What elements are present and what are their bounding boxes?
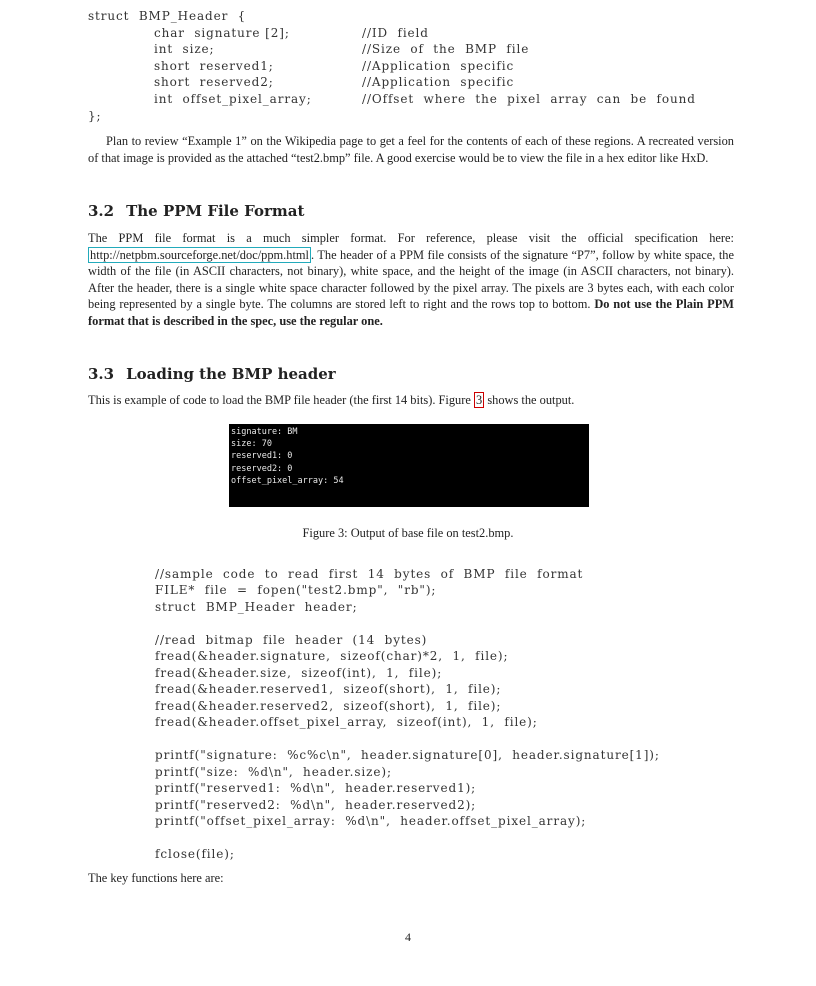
struct-open-line: struct BMP_Header {: [88, 9, 247, 23]
struct-field-decl: char signature [2];: [154, 26, 290, 40]
terminal-line: offset_pixel_array: 54: [231, 475, 344, 486]
code-line: //read bitmap file header (14 bytes): [155, 633, 428, 647]
code-line: fread(&header.offset_pixel_array, sizeof(int), 1, file);: [155, 715, 538, 729]
code-line: struct BMP_Header header;: [155, 600, 358, 614]
page-number: 4: [405, 930, 411, 944]
bmp-intro-text-cont: shows the output.: [487, 393, 575, 407]
ppm-spec-link[interactable]: http://netpbm.sourceforge.net/doc/ppm.html: [90, 247, 309, 262]
code-line: printf("offset_pixel_array: %d\n", header.offset_pixel_array);: [155, 814, 587, 828]
intro-paragraph: Plan to review “Example 1” on the Wikipedia page to get a feel for the contents of each of these regions. A recreated version of that image is provided as the attached “test2.bmp” file. A good exercise would be to view the file in a hex editor like HxD.: [88, 134, 734, 165]
terminal-line: signature: BM: [231, 427, 298, 437]
struct-field-comment: //Application specific: [362, 59, 515, 73]
struct-field-comment: //Application specific: [362, 75, 515, 89]
code-line: fread(&header.reserved1, sizeof(short), 1, file);: [155, 682, 502, 696]
code-line: printf("size: %d\n", header.size);: [155, 765, 392, 779]
figure-reference-link[interactable]: 3: [476, 393, 483, 407]
bmp-intro-paragraph: [88, 392, 734, 409]
code-line: fread(&header.reserved2, sizeof(short), 1, file);: [155, 699, 502, 713]
section-title: The PPM File Format: [126, 202, 305, 220]
code-line: fread(&header.size, sizeof(int), 1, file);: [155, 666, 443, 680]
struct-field-comment: //Size of the BMP file: [362, 42, 530, 56]
struct-field-decl: short reserved1;: [154, 59, 274, 73]
struct-close-line: };: [88, 109, 102, 123]
ppm-paragraph-text-cont: . The header of a PPM file consists of the signature “P7”, follow by white space, the width of the file (in ASCII characters, not binary), white space, and the height of the image (in ASCII characters, not binary). After the header, there is a single white space character followed by the pixel array. The pixels are 3 bytes each, with each color being represented by a single byte. The columns are stored left to right and the rows top to bottom.: [88, 247, 734, 311]
section-number: 3.2: [88, 202, 115, 220]
bmp-intro-text: This is example of code to load the BMP file header (the first 14 bits). Figure: [88, 393, 471, 407]
section-heading-bmp: [88, 365, 336, 383]
figure-caption: Figure 3: Output of base file on test2.bmp.: [302, 526, 514, 540]
terminal-line: reserved2: 0: [231, 463, 293, 474]
code-line: printf("reserved2: %d\n", header.reserved2);: [155, 798, 477, 812]
terminal-line: size: 70: [231, 439, 272, 450]
code-line: fread(&header.signature, sizeof(char)*2, 1, file);: [155, 649, 509, 663]
terminal-line: reserved1: 0: [231, 451, 293, 462]
struct-field-comment: //Offset where the pixel array can be found: [362, 92, 696, 106]
section-title: Loading the BMP header: [126, 365, 336, 383]
struct-field-decl: short reserved2;: [154, 75, 274, 89]
struct-field-comment: //ID field: [362, 26, 429, 40]
code-line: FILE* file = fopen("test2.bmp", "rb");: [155, 583, 437, 597]
ppm-warning-bold: Do not use the Plain PPM format that is described in the spec, use the regular one.: [88, 297, 734, 328]
code-line: printf("reserved1: %d\n", header.reserved1);: [155, 781, 477, 795]
struct-field-decl: int offset_pixel_array;: [154, 92, 312, 106]
section-heading-ppm: [88, 202, 304, 220]
ppm-paragraph: [88, 230, 734, 329]
struct-field-decl: int size;: [154, 42, 215, 56]
code-line: printf("signature: %c%c\n", header.signature[0], header.signature[1]);: [155, 748, 660, 762]
section-number: 3.3: [88, 365, 115, 383]
code-line: //sample code to read first 14 bytes of BMP file format: [155, 567, 584, 581]
code-line: fclose(file);: [155, 847, 235, 861]
closing-text: The key functions here are:: [88, 871, 224, 885]
terminal-output-figure: [229, 424, 589, 507]
ppm-paragraph-text: The PPM file format is a much simpler format. For reference, please visit the official specification here:: [88, 231, 734, 245]
